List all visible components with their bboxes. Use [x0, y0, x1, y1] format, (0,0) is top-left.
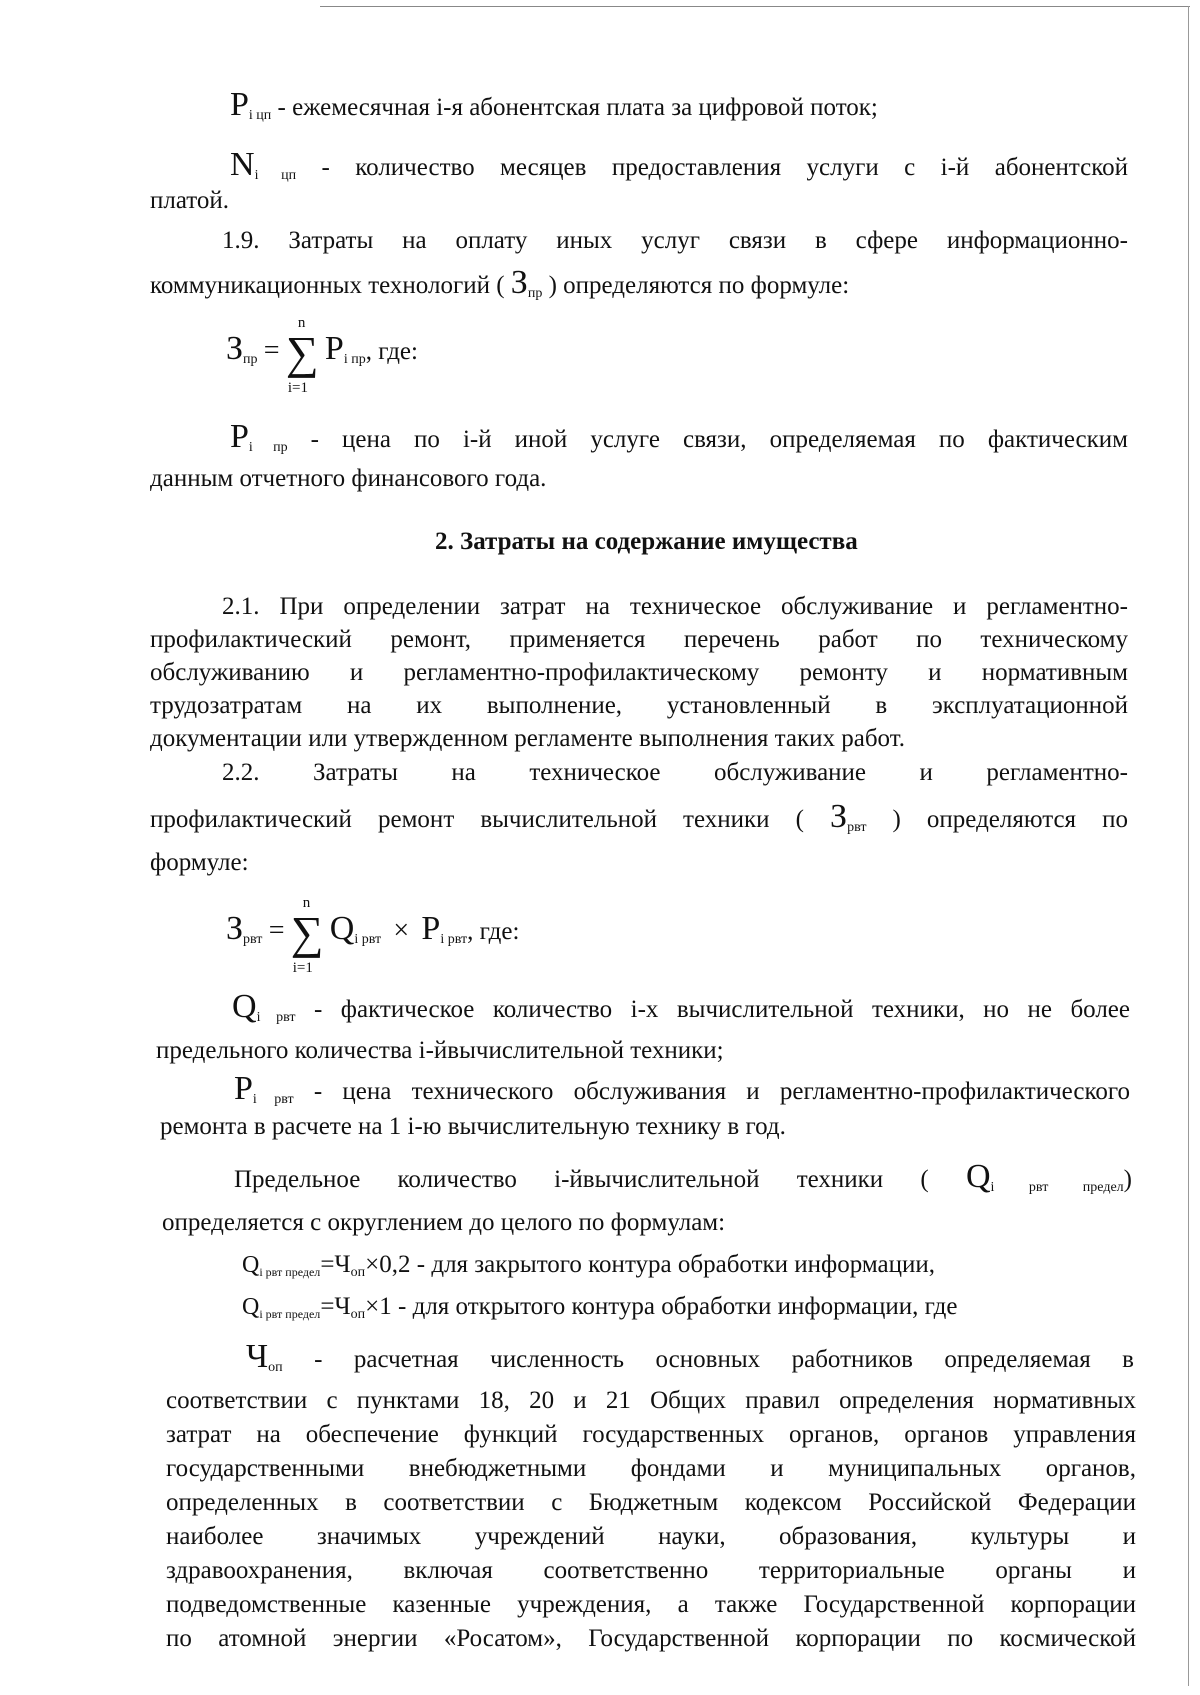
definition-ch-op: Чоп - расчетная численность основных работников определяемая в — [246, 1338, 1134, 1375]
formula-open-contour: Qi рвт предел=Чоп×1 - для открытого контура обработки информации, где — [242, 1293, 958, 1322]
paragraph-1-9-line1: 1.9. Затраты на оплату иных услуг связи в сфере информационно- — [222, 227, 1128, 254]
definition-ch-op-line2: соответствии с пунктами 18, 20 и 21 Общих правил определения нормативных — [166, 1387, 1136, 1414]
definition-q-rvt-continued: предельного количества i-йвычислительной техники; — [156, 1037, 724, 1064]
paragraph-2-1-line3: обслуживанию и регламентно-профилактическому ремонту и нормативным — [150, 659, 1128, 686]
formula-z-rvt: Зрвт = n ∑ i=1 Qi рвт × Pi рвт, где: — [226, 895, 520, 977]
definition-ch-op-line7: здравоохранения, включая соответственно территориальные органы и — [166, 1557, 1136, 1584]
definition-ch-op-line6: наиболее значимых учреждений науки, образования, культуры и — [166, 1523, 1136, 1550]
page-edge-right — [1188, 6, 1189, 1686]
definition-n-cp: Ni цп - количество месяцев предоставления услуги с i-й абонентской — [230, 146, 1128, 183]
definition-n-cp-continued: платой. — [150, 187, 230, 214]
paragraph-2-2-line3: формуле: — [150, 849, 249, 876]
definition-ch-op-line8: подведомственные казенные учреждения, а также Государственной корпорации — [166, 1591, 1136, 1618]
formula-z-pr: Зпр = n ∑ i=1 Pi пр, где: — [226, 315, 418, 397]
definition-p-pr: Pi пр - цена по i-й иной услуге связи, определяемая по фактическим — [230, 418, 1128, 455]
definition-p-cp: Pi цп - ежемесячная i-я абонентская плата за цифровой поток; — [230, 86, 878, 123]
definition-ch-op-line9: по атомной энергии «Росатом», Государственной корпорации по космической — [166, 1625, 1136, 1652]
definition-p-rvt: Pi рвт - цена технического обслуживания и регламентно-профилактического — [234, 1070, 1130, 1107]
paragraph-2-1-line1: 2.1. При определении затрат на техническое обслуживание и регламентно- — [222, 593, 1128, 620]
paragraph-1-9-line2: коммуникационных технологий ( Зпр ) определяются по формуле: — [150, 264, 850, 301]
section-heading: 2. Затраты на содержание имущества — [435, 528, 858, 555]
definition-p-rvt-continued: ремонта в расчете на 1 i-ю вычислительную технику в год. — [160, 1113, 786, 1140]
definition-ch-op-line4: государственными внебюджетными фондами и муниципальных органов, — [166, 1455, 1136, 1482]
sum-symbol: n ∑ i=1 — [290, 895, 324, 977]
definition-ch-op-line3: затрат на обеспечение функций государственных органов, органов управления — [166, 1421, 1136, 1448]
formula-closed-contour: Qi рвт предел=Чоп×0,2 - для закрытого контура обработки информации, — [242, 1251, 935, 1280]
paragraph-2-2-line2: профилактический ремонт вычислительной техники ( Зрвт ) определяются по — [150, 798, 1128, 835]
paragraph-2-1-line5: документации или утвержденном регламенте выполнения таких работ. — [150, 725, 906, 752]
definition-q-rvt: Qi рвт - фактическое количество i-х вычислительной техники, но не более — [232, 988, 1131, 1025]
paragraph-2-2-line1: 2.2. Затраты на техническое обслуживание и регламентно- — [222, 759, 1128, 786]
paragraph-2-1-line2: профилактический ремонт, применяется перечень работ по техническому — [150, 626, 1128, 653]
page-edge-top — [320, 6, 1190, 7]
limit-paragraph-line1: Предельное количество i-йвычислительной техники ( Qi рвт предел) — [234, 1158, 1132, 1195]
definition-ch-op-line5: определенных в соответствии с Бюджетным кодексом Российской Федерации — [166, 1489, 1136, 1516]
sum-symbol: n ∑ i=1 — [285, 315, 319, 397]
limit-paragraph-line2: определяется с округлением до целого по формулам: — [162, 1209, 726, 1236]
paragraph-2-1-line4: трудозатратам на их выполнение, установленный в эксплуатационной — [150, 692, 1128, 719]
definition-p-pr-continued: данным отчетного финансового года. — [150, 465, 547, 492]
